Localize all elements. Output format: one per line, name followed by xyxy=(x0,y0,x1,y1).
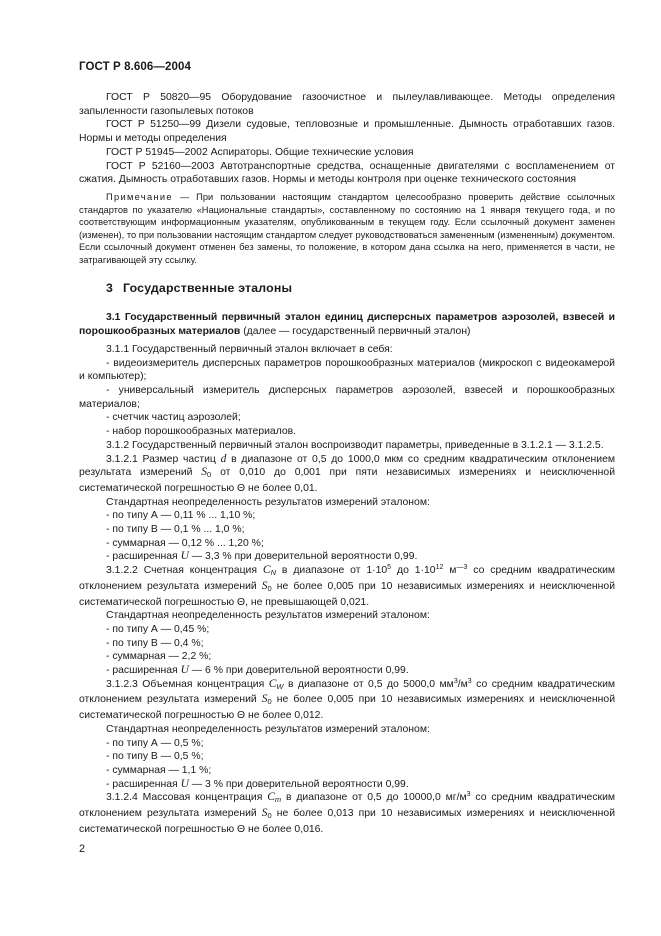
uncertainty-total: - суммарная — 2,2 %; xyxy=(106,651,212,663)
list-item: - счетчик частиц аэрозолей; xyxy=(106,412,241,424)
clause-3-1-1-intro: 3.1.1 Государственный первичный эталон включает в себя: xyxy=(106,343,393,355)
uncertainty-title: Стандартная неопределенность результатов измерений эталоном: xyxy=(106,723,430,735)
clause-3-1-2: 3.1.2 Государственный первичный эталон воспроизводит параметры, приведенные в 3.1.2.1 — 3.1.2.5. xyxy=(106,439,604,451)
standard-code-header: ГОСТ Р 8.606—2004 xyxy=(79,61,191,73)
reference-item: ГОСТ Р 52160—2003 Автотранспортные средства, оснащенные двигателями с воспламенением от сжатия. Дымность отработавших газов. Нормы и методы контроля при оценке технического состояния xyxy=(79,160,616,186)
list-item: - универсальный измеритель дисперсных параметров аэрозолей, взвесей и порошкообразных материалов; xyxy=(79,385,615,410)
uncertainty-expanded: - расширенная U — 3 % при доверительной вероятности 0,99. xyxy=(106,777,409,790)
uncertainty-expanded: - расширенная U — 6 % при доверительной вероятности 0,99. xyxy=(106,664,409,677)
uncertainty-type-a: - по типу А — 0,45 %; xyxy=(106,623,210,635)
list-item: - набор порошкообразных материалов. xyxy=(106,426,297,438)
uncertainty-title: Стандартная неопределенность результатов измерений эталоном: xyxy=(106,610,430,622)
reference-item: ГОСТ Р 51945—2002 Аспираторы. Общие технические условия xyxy=(106,146,414,158)
note-label: Примечание xyxy=(106,191,173,202)
reference-item: ГОСТ Р 51250—99 Дизели судовые, тепловозные и промышленные. Дымность отработавших газов. Нормы и методы определения xyxy=(79,119,615,145)
uncertainty-total: - суммарная — 1,1 %; xyxy=(106,764,212,776)
clause-3-1-2-3: 3.1.2.3 Объемная концентрация $C_W$ в диапазоне от 0,5 до 5000,0 $мм^3/м^3$ со средним квадратическим отклонением результата измерений $S_0$ не более 0,005 при 10 независимых измерениях и неисключенной систематической погрешностью Θ не более 0,012. xyxy=(79,677,616,722)
uncertainty-type-a: - по типу А — 0,11 % ... 1,10 %; xyxy=(106,510,256,522)
note-paragraph: Примечание — При пользовании настоящим стандартом целесообразно проверить действие ссылочных стандартов по указателю «Национальные стандарты», составленному по состоянию на 1 января текущего года, и по соответствующим информационным указателям, опубликованным в текущем году. Если ссылочный документ заменен (изменен), то при пользовании настоящим стандартом следует руководствоваться замененным (измененным) документом. Если ссылочный документ отменен без замены, то положение, в котором дана ссылка на него, применяется в части, не затрагивающей эту ссылку. xyxy=(79,191,615,265)
uncertainty-type-a: - по типу А — 0,5 %; xyxy=(106,737,204,749)
uncertainty-type-b: - по типу В — 0,4 %; xyxy=(106,637,204,649)
uncertainty-expanded: - расширенная U — 3,3 % при доверительной вероятности 0,99. xyxy=(106,550,418,563)
clause-3-1: 3.1 Государственный первичный эталон единиц дисперсных параметров аэрозолей, взвесей и порошкообразных материалов (далее — государственный первичный эталон) xyxy=(79,312,615,338)
uncertainty-type-b: - по типу В — 0,1 % ... 1,0 %; xyxy=(106,524,245,536)
uncertainty-title: Стандартная неопределенность результатов измерений эталоном: xyxy=(106,496,430,508)
page-number: 2 xyxy=(79,843,86,855)
clause-3-1-2-4: 3.1.2.4 Массовая концентрация $C_m$ в диапазоне от 0,5 до 10000,0 $мг/м^3$ со средним квадратическим отклонением результата измерений $S_0$ не более 0,013 при 10 независимых измерениях и неисключенной систематической погрешностью Θ не более 0,016. xyxy=(79,791,616,835)
reference-item: ГОСТ Р 50820—95 Оборудование газоочистное и пылеулавливающее. Методы определения запыленности газопылевых потоков xyxy=(79,92,616,117)
list-item: - видеоизмеритель дисперсных параметров порошкообразных материалов (микроскоп с видеокамерой и компьютер); xyxy=(79,357,615,383)
clause-3-1-2-2: 3.1.2.2 Счетная концентрация $C_N$ в диапазоне от $1\cdot 10^5$ до $1\cdot 10^{12}$ $м^{—3}$ со средним квадратическим отклонением результата измерений $S_0$ не более 0,005 при 10 независимых измерениях и неисключенной систематической погрешностью Θ, не превышающей 0,021. xyxy=(79,564,616,608)
document-body xyxy=(79,91,615,837)
uncertainty-total: - суммарная — 0,12 % ... 1,20 %; xyxy=(106,537,264,549)
section-heading: 3 Государственные эталоны xyxy=(106,281,293,296)
clause-3-1-2-1: 3.1.2.1 Размер частиц d в диапазоне от 0,5 до 1000,0 мкм со средним квадратическим отклонением результата измерений $S_0$ от 0,010 до 0,001 при пяти независимых измерениях и неисключенной систематической погрешностью Θ не более 0,01. xyxy=(79,452,615,494)
uncertainty-type-b: - по типу В — 0,5 %; xyxy=(106,751,204,763)
